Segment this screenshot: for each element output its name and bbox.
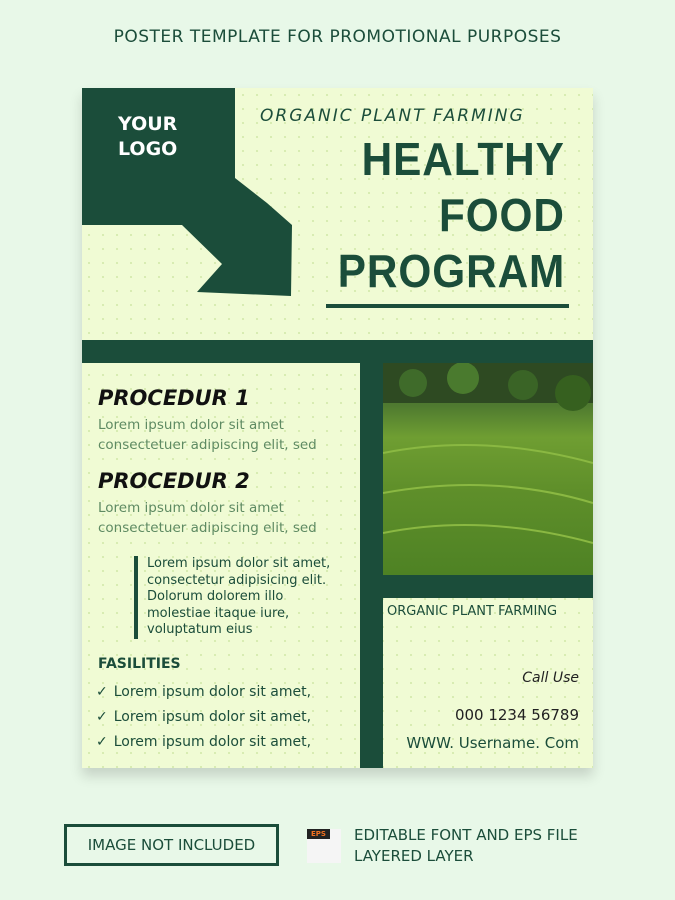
quote-line: consectetur adipisicing elit.	[147, 572, 327, 588]
quote-line: Dolorum dolorem illo	[147, 589, 284, 604]
procedure-2-title: PROCEDUR 2	[98, 469, 250, 493]
quote-line: voluptatum eius	[147, 622, 253, 637]
headline-underline	[326, 304, 569, 308]
facility-item	[96, 684, 311, 700]
procedure-1-title: PROCEDUR 1	[98, 386, 250, 410]
procedure-1-text	[98, 415, 317, 455]
image-not-included-badge: IMAGE NOT INCLUDED	[64, 824, 279, 866]
facility-text: Lorem ipsum dolor sit amet,	[113, 709, 312, 725]
facility-text: Lorem ipsum dolor sit amet,	[113, 684, 312, 700]
facility-item	[96, 709, 311, 725]
logo-line: LOGO	[118, 138, 178, 160]
check-icon: ✓	[96, 709, 108, 725]
divider-band	[82, 340, 593, 363]
page-title: POSTER TEMPLATE FOR PROMOTIONAL PURPOSES	[113, 27, 562, 47]
quote-block	[134, 556, 330, 639]
quote-line: molestiae itaque iure,	[147, 605, 290, 621]
subtitle: ORGANIC PLANT FARMING	[260, 106, 525, 126]
headline-line-3: PROGRAM	[337, 245, 565, 297]
text-line: Lorem ipsum dolor sit amet	[98, 500, 284, 516]
facility-text: Lorem ipsum dolor sit amet,	[113, 734, 312, 750]
text-line: Lorem ipsum dolor sit amet	[98, 417, 284, 433]
headline-line-1: HEALTHY	[361, 133, 565, 185]
headline-line-2: FOOD	[439, 189, 565, 241]
file-info-line: EDITABLE FONT AND EPS FILE	[354, 826, 578, 844]
file-info	[354, 825, 578, 867]
logo-text	[118, 112, 177, 162]
rice-field-photo	[383, 363, 593, 575]
check-icon: ✓	[96, 734, 108, 750]
procedure-2-text	[98, 498, 317, 538]
phone-number: 000 1234 56789	[454, 706, 579, 724]
eps-label: EPS	[307, 829, 330, 839]
facilities-title: FASILITIES	[98, 656, 181, 672]
poster	[82, 88, 593, 768]
quote-line: Lorem ipsum dolor sit amet,	[147, 556, 331, 571]
website: WWW. Username. Com	[406, 734, 579, 752]
call-label: Call Use	[522, 670, 579, 686]
divider-band-right	[383, 575, 593, 598]
file-info-line: LAYERED LAYER	[354, 847, 474, 865]
text-line: consectetuer adipiscing elit, sed	[98, 437, 317, 453]
text-line: consectetuer adipiscing elit, sed	[98, 520, 317, 536]
logo-line: YOUR	[118, 113, 178, 135]
contact-heading: ORGANIC PLANT FARMING	[387, 604, 558, 619]
photo-texture	[383, 363, 593, 575]
facility-item	[96, 734, 311, 750]
divider-column	[360, 363, 383, 768]
check-icon: ✓	[96, 684, 108, 700]
